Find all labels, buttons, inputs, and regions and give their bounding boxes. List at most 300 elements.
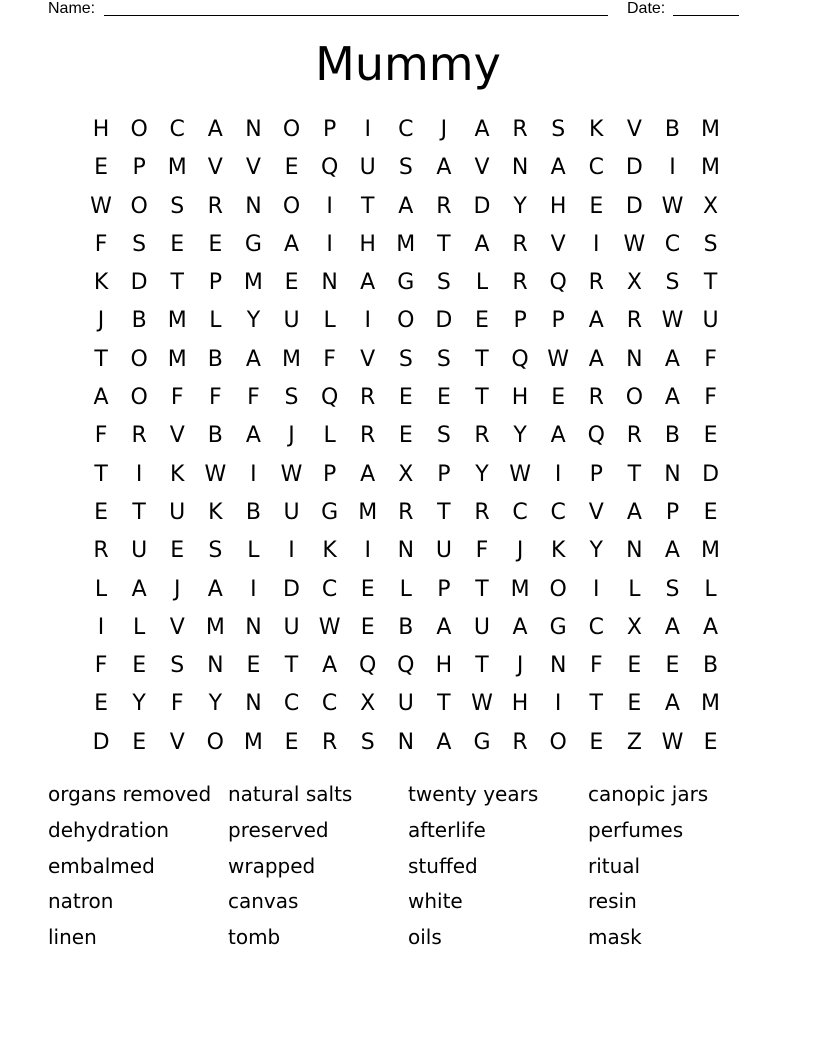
grid-letter: A [626,499,642,525]
grid-letter: L [209,308,222,334]
grid-letter: T [132,499,146,525]
grid-letter: F [94,423,108,449]
grid-letter: N [549,653,567,679]
grid-letter: V [626,117,642,142]
grid-letter: P [437,576,451,602]
grid-letter: U [473,614,491,640]
grid-letter: J [97,308,105,334]
grid-letter: I [250,576,257,602]
grid-letter: A [664,614,680,640]
grid-letter: A [588,308,604,334]
grid-letter: F [589,653,603,679]
grid-letter: M [510,576,530,602]
grid-letter: E [132,729,147,755]
grid-letter: Q [511,346,529,372]
grid-letter: T [475,385,489,411]
grid-letter: A [283,231,300,257]
grid-letter: A [474,117,490,142]
grid-letter: A [131,576,147,602]
grid-letter: S [665,270,680,296]
grid-letter: C [588,155,604,181]
grid-letter: D [130,270,148,296]
grid-letter: N [321,270,338,296]
grid-letter: B [664,423,680,449]
grid-letter: F [209,385,222,411]
grid-letter: C [283,691,300,717]
grid-letter: E [94,691,108,717]
grid-letter: Y [132,691,146,717]
grid-letter: F [323,346,336,372]
grid-letter: H [435,653,453,679]
grid-letter: A [664,691,680,717]
grid-letter: A [436,614,452,640]
grid-letter: Q [359,653,377,679]
grid-letter: L [704,576,717,602]
grid-letter: R [512,231,528,257]
word-list-item: wrapped [228,853,316,878]
grid-letter: F [94,231,108,257]
grid-letter: R [512,729,528,755]
word-list-item: dehydration [48,817,169,842]
grid-letter: C [550,499,566,525]
grid-letter: S [360,729,375,755]
name-label: Name: [48,0,96,17]
word-list-item: linen [48,925,97,950]
grid-letter: W [204,461,227,487]
grid-letter: V [207,155,223,181]
grid-letter: U [131,538,148,564]
grid-letter: R [360,385,376,411]
grid-letter: P [132,155,146,181]
grid-letter: N [626,538,643,564]
grid-letter: V [169,614,185,640]
grid-letter: O [130,346,148,372]
grid-letter: P [208,270,222,296]
grid-letter: W [509,461,531,487]
grid-letter: P [322,461,337,487]
grid-letter: S [665,576,680,602]
grid-letter: P [589,461,603,487]
grid-letter: A [245,346,261,372]
grid-letter: D [283,576,300,602]
grid-letter: R [93,538,109,564]
grid-letter: T [170,270,184,296]
grid-letter: R [588,270,604,296]
grid-letter: T [475,346,489,372]
grid-letter: Q [397,653,415,679]
grid-letter: S [436,346,451,372]
grid-letter: S [170,653,185,679]
grid-letter: S [398,346,413,372]
grid-letter: O [549,576,567,602]
grid-letter: E [589,193,604,219]
grid-letter: G [549,614,567,640]
grid-letter: I [326,231,333,257]
grid-letter: G [321,499,339,525]
word-list-item: mask [588,925,642,950]
grid-letter: Y [513,423,527,449]
grid-letter: C [588,614,604,640]
grid-letter: P [665,499,680,525]
grid-letter: A [550,423,566,449]
word-list-item: stuffed [408,853,478,878]
grid-letter: O [206,729,224,755]
grid-letter: N [664,461,681,487]
grid-letter: H [511,691,529,717]
grid-letter: I [593,231,600,257]
grid-letter: A [664,538,680,564]
grid-letter: K [589,117,604,142]
grid-letter: E [170,231,185,257]
name-blank-line [104,15,608,16]
grid-letter: S [703,231,718,257]
grid-letter: N [207,653,224,679]
grid-letter: T [703,270,718,296]
grid-letter: E [398,385,413,411]
grid-letter: W [623,231,646,257]
grid-letter: T [437,499,451,525]
grid-letter: V [360,346,376,372]
grid-letter: A [360,461,376,487]
grid-letter: A [550,155,566,181]
grid-letter: E [284,270,299,296]
grid-letter: P [551,308,565,334]
grid-letter: T [360,193,375,219]
grid-letter: P [513,308,527,334]
grid-letter: L [475,270,489,296]
grid-letter: Q [320,385,339,411]
grid-letter: M [701,155,721,181]
grid-letter: S [436,270,451,296]
grid-letter: D [473,193,491,219]
grid-letter: U [702,308,719,334]
grid-letter: P [437,461,451,487]
grid-letter: E [284,155,299,181]
grid-letter: E [665,653,680,679]
grid-letter: R [626,308,642,334]
grid-letter: W [280,461,303,487]
grid-letter: R [436,193,452,219]
word-list-item: oils [408,925,442,950]
grid-letter: E [170,538,185,564]
grid-letter: E [284,729,299,755]
grid-letter: V [550,231,566,257]
grid-letter: N [397,538,415,564]
grid-letter: C [398,117,414,142]
date-label: Date: [627,0,666,17]
grid-letter: Y [513,193,527,219]
grid-letter: A [93,385,109,411]
grid-letter: D [625,155,643,181]
grid-letter: Y [208,691,223,717]
grid-letter: S [170,193,185,219]
grid-letter: E [551,385,566,411]
grid-letter: H [511,385,529,411]
word-list-item: tomb [228,925,281,950]
grid-letter: K [208,499,223,525]
word-list [48,776,768,955]
grid-letter: C [169,117,185,142]
grid-letter: P [322,117,337,142]
grid-letter: R [398,499,414,525]
grid-letter: E [475,308,489,334]
grid-letter: A [207,117,223,142]
grid-letter: M [396,231,416,257]
grid-letter: F [94,653,108,679]
grid-letter: Y [475,461,489,487]
grid-letter: J [288,423,295,449]
grid-letter: C [512,499,528,525]
word-list-item: canvas [228,889,299,914]
grid-letter: X [398,461,414,487]
grid-letter: M [167,308,187,334]
grid-letter: B [664,117,680,142]
grid-letter: W [547,346,570,372]
grid-letter: O [282,117,301,142]
grid-letter: F [170,691,184,717]
grid-letter: E [94,155,108,181]
grid-letter: M [243,270,263,296]
grid-letter: N [626,346,643,372]
grid-letter: G [473,729,491,755]
grid-letter: T [475,653,489,679]
grid-letter: I [364,308,371,334]
grid-letter: T [284,653,299,679]
grid-letter: A [322,653,338,679]
grid-letter: A [436,729,452,755]
grid-letter: Q [549,270,567,296]
grid-letter: U [169,499,186,525]
grid-letter: M [358,499,378,525]
grid-letter: W [661,308,684,334]
grid-letter: G [397,270,415,296]
word-list-item: white [408,889,463,914]
grid-letter: E [360,614,375,640]
grid-letter: L [94,576,108,602]
grid-letter: U [435,538,452,564]
grid-letter: K [93,270,109,296]
grid-letter: O [397,308,415,334]
grid-letter: I [364,117,371,142]
grid-letter: V [169,729,185,755]
grid-letter: I [250,461,257,487]
grid-letter: J [173,576,181,602]
grid-letter: N [245,691,262,717]
grid-letter: X [626,614,642,640]
grid-letter: E [94,499,108,525]
grid-letter: I [554,461,562,487]
grid-letter: A [398,193,414,219]
grid-letter: J [516,538,524,564]
word-list-item: organs removed [48,782,212,806]
grid-letter: E [132,653,147,679]
grid-letter: H [92,117,110,142]
grid-letter: M [167,155,187,181]
grid-letter: L [323,308,336,334]
grid-letter: E [208,231,223,257]
grid-letter: A [360,270,376,296]
grid-letter: R [474,423,490,449]
word-list-item: preserved [228,817,329,842]
word-list-item: resin [588,889,637,914]
grid-letter: Y [589,538,603,564]
grid-letter: O [130,385,148,411]
grid-letter: O [130,193,148,219]
grid-letter: A [436,155,452,181]
grid-letter: J [440,117,448,142]
grid-letter: V [588,499,604,525]
grid-letter: D [435,308,453,334]
grid-letter: E [627,653,642,679]
word-list-item: natural salts [228,782,353,806]
grid-letter: X [626,270,642,296]
grid-letter: D [702,461,720,487]
grid-letter: K [550,538,566,564]
grid-letter: I [554,691,562,717]
grid-letter: I [326,193,333,219]
grid-letter: R [474,499,490,525]
grid-letter: N [397,729,415,755]
grid-letter: M [243,729,263,755]
grid-letter: Y [246,308,261,334]
grid-letter: V [245,155,261,181]
grid-letter: T [437,231,451,257]
grid-letter: A [512,614,528,640]
grid-letter: N [245,193,262,219]
grid-letter: T [627,461,642,487]
grid-letter: Z [626,729,642,755]
grid-letter: R [588,385,604,411]
grid-letter: T [589,691,603,717]
grid-letter: O [625,385,644,411]
grid-letter: E [703,729,718,755]
grid-letter: X [703,193,719,219]
word-list-item: ritual [588,853,641,878]
grid-letter: D [625,193,643,219]
grid-letter: A [474,231,490,257]
grid-letter: A [207,576,223,602]
word-list-item: natron [48,889,114,914]
grid-letter: R [512,270,528,296]
grid-letter: K [170,461,185,487]
grid-letter: N [511,155,529,181]
grid-letter: L [247,538,260,564]
grid-letter: H [359,231,376,257]
grid-letter: S [436,423,451,449]
grid-letter: M [701,691,721,717]
grid-letter: R [360,423,376,449]
grid-letter: T [437,691,451,717]
grid-letter: W [471,691,493,717]
grid-letter: O [549,729,567,755]
grid-letter: B [398,614,414,640]
grid-letter: E [703,423,718,449]
grid-letter: T [94,346,108,372]
grid-letter: L [399,576,412,602]
grid-letter: E [436,385,451,411]
grid-letter: L [133,614,146,640]
grid-letter: I [97,614,105,640]
grid-letter: S [132,231,147,257]
grid-letter: Q [320,155,339,181]
grid-letter: M [701,117,721,142]
grid-letter: L [323,423,336,449]
grid-letter: I [669,155,676,181]
grid-letter: T [475,576,489,602]
word-list-item: twenty years [408,782,539,806]
grid-letter: I [288,538,295,564]
grid-letter: V [474,155,490,181]
grid-letter: E [360,576,375,602]
grid-letter: W [90,193,112,219]
grid-letter: H [549,193,567,219]
grid-letter: W [318,614,341,640]
grid-letter: V [169,423,185,449]
grid-letter: A [664,346,680,372]
date-blank-line [673,15,739,16]
grid-letter: O [130,117,148,142]
grid-letter: S [284,385,299,411]
grid-letter: F [170,385,184,411]
grid-letter: E [398,423,413,449]
grid-letter: R [321,729,338,755]
word-list-item: embalmed [48,853,155,878]
grid-letter: F [704,385,717,411]
grid-letter: F [704,346,717,372]
grid-letter: B [207,423,223,449]
grid-letter: C [664,231,681,257]
grid-letter: O [282,193,301,219]
grid-letter: U [283,499,300,525]
grid-letter: U [283,308,300,334]
grid-letter: F [475,538,489,564]
grid-letter: U [283,614,300,640]
puzzle-title: Mummy [315,37,501,91]
grid-letter: A [664,385,680,411]
grid-letter: A [245,423,261,449]
grid-letter: D [92,729,110,755]
grid-letter: M [701,538,721,564]
grid-letter: B [703,653,719,679]
word-list-item: perfumes [588,817,684,842]
word-list-item: canopic jars [588,782,709,806]
grid-letter: C [321,691,338,717]
grid-letter: S [208,538,223,564]
grid-letter: R [131,423,147,449]
grid-letter: K [322,538,337,564]
grid-letter: I [593,576,600,602]
grid-letter: W [661,193,684,219]
grid-letter: J [516,653,524,679]
grid-letter: I [135,461,143,487]
grid-letter: M [167,346,187,372]
grid-letter: M [205,614,225,640]
grid-letter: B [207,346,223,372]
grid-letter: F [247,385,260,411]
grid-letter: U [359,155,376,181]
grid-letter: N [245,117,262,142]
grid-letter: T [94,461,108,487]
grid-letter: E [627,691,642,717]
grid-letter: U [397,691,414,717]
grid-letter: G [244,231,262,257]
grid-letter: I [364,538,371,564]
grid-letter: R [626,423,642,449]
grid-letter: A [703,614,719,640]
letter-grid [82,111,730,762]
grid-letter: E [246,653,261,679]
word-list-item: afterlife [408,817,486,842]
